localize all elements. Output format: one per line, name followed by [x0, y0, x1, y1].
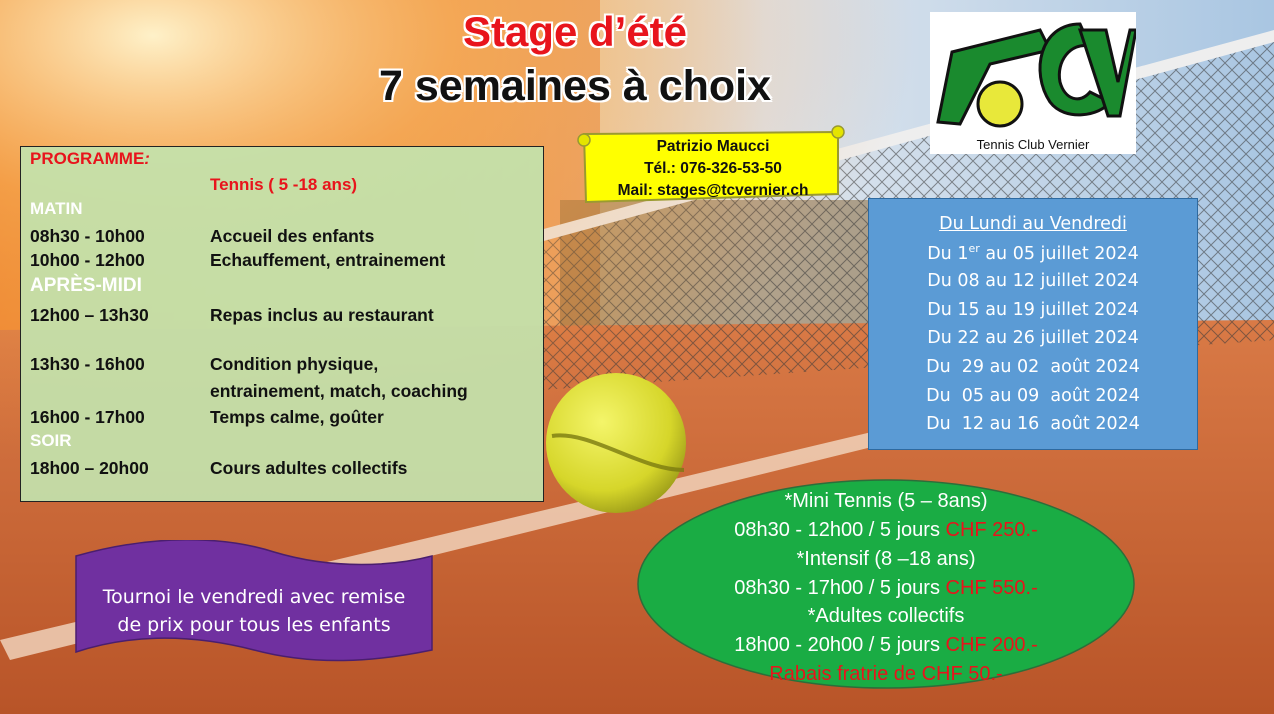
date-line: Du 29 au 02 août 2024 — [926, 357, 1140, 377]
contact-scroll — [576, 124, 846, 210]
tournoi-line1: Tournoi le vendredi avec remise — [102, 586, 406, 608]
program-box: PROGRAMME: Tennis ( 5 -18 ans) MATIN 08h30 - 10h00 Accueil des enfants 10h00 - 12h00 Echauffement, entrainement APRÈS-MIDI 12h00 – 13h30 Repas inclus au restaurant 13h30 - 16h00 Condition physique, entrainement, match, coaching 16h00 - 17h00 Temps calme, goûter SOIR 18h00 – 20h00 Cours adultes collectifs — [20, 146, 544, 502]
contact-phone: Tél.: 076-326-53-50 — [644, 160, 782, 177]
tcv-logo-icon — [930, 12, 1136, 137]
price-intensif-label: *Intensif (8 –18 ans) — [796, 548, 976, 570]
section-evening: SOIR — [30, 431, 72, 450]
rabais-line: Rabais fratrie de CHF 50.- — [769, 663, 1003, 685]
date-line: Du 1er au 05 juillet 2024 — [927, 242, 1139, 264]
price-mini-label: *Mini Tennis (5 – 8ans) — [784, 490, 988, 512]
price-adultes-label: *Adultes collectifs — [807, 605, 965, 627]
program-subtitle: Tennis ( 5 -18 ans) — [210, 175, 358, 194]
contact-mail[interactable]: Mail: stages@tcvernier.ch — [617, 182, 809, 199]
main-title: Stage d’été — [462, 8, 688, 55]
program-title: PROGRAMME: — [30, 149, 150, 168]
date-line: Du 15 au 19 juillet 2024 — [927, 300, 1139, 320]
price-mini-line: 08h30 - 12h00 / 5 jours CHF 250.- — [734, 519, 1038, 541]
dates-box — [868, 198, 1198, 450]
date-line: Du 12 au 16 août 2024 — [926, 414, 1140, 434]
contact-name: Patrizio Maucci — [656, 138, 770, 155]
section-morning: MATIN — [30, 199, 83, 218]
prices-ellipse — [636, 478, 1136, 690]
tournoi-banner — [74, 540, 434, 666]
section-afternoon: APRÈS-MIDI — [30, 275, 142, 296]
date-line: Du 22 au 26 juillet 2024 — [927, 328, 1139, 348]
price-intensif-line: 08h30 - 17h00 / 5 jours CHF 550.- — [734, 577, 1038, 599]
date-line: Du 08 au 12 juillet 2024 — [927, 271, 1139, 291]
price-adultes-line: 18h00 - 20h00 / 5 jours CHF 200.- — [734, 634, 1038, 656]
dates-header: Du Lundi au Vendredi — [939, 214, 1127, 234]
subtitle: 7 semaines à choix — [379, 62, 771, 110]
club-logo — [930, 12, 1136, 154]
date-line: Du 05 au 09 août 2024 — [926, 386, 1140, 406]
logo-caption: Tennis Club Vernier — [976, 137, 1090, 152]
tournoi-line2: de prix pour tous les enfants — [117, 614, 391, 636]
